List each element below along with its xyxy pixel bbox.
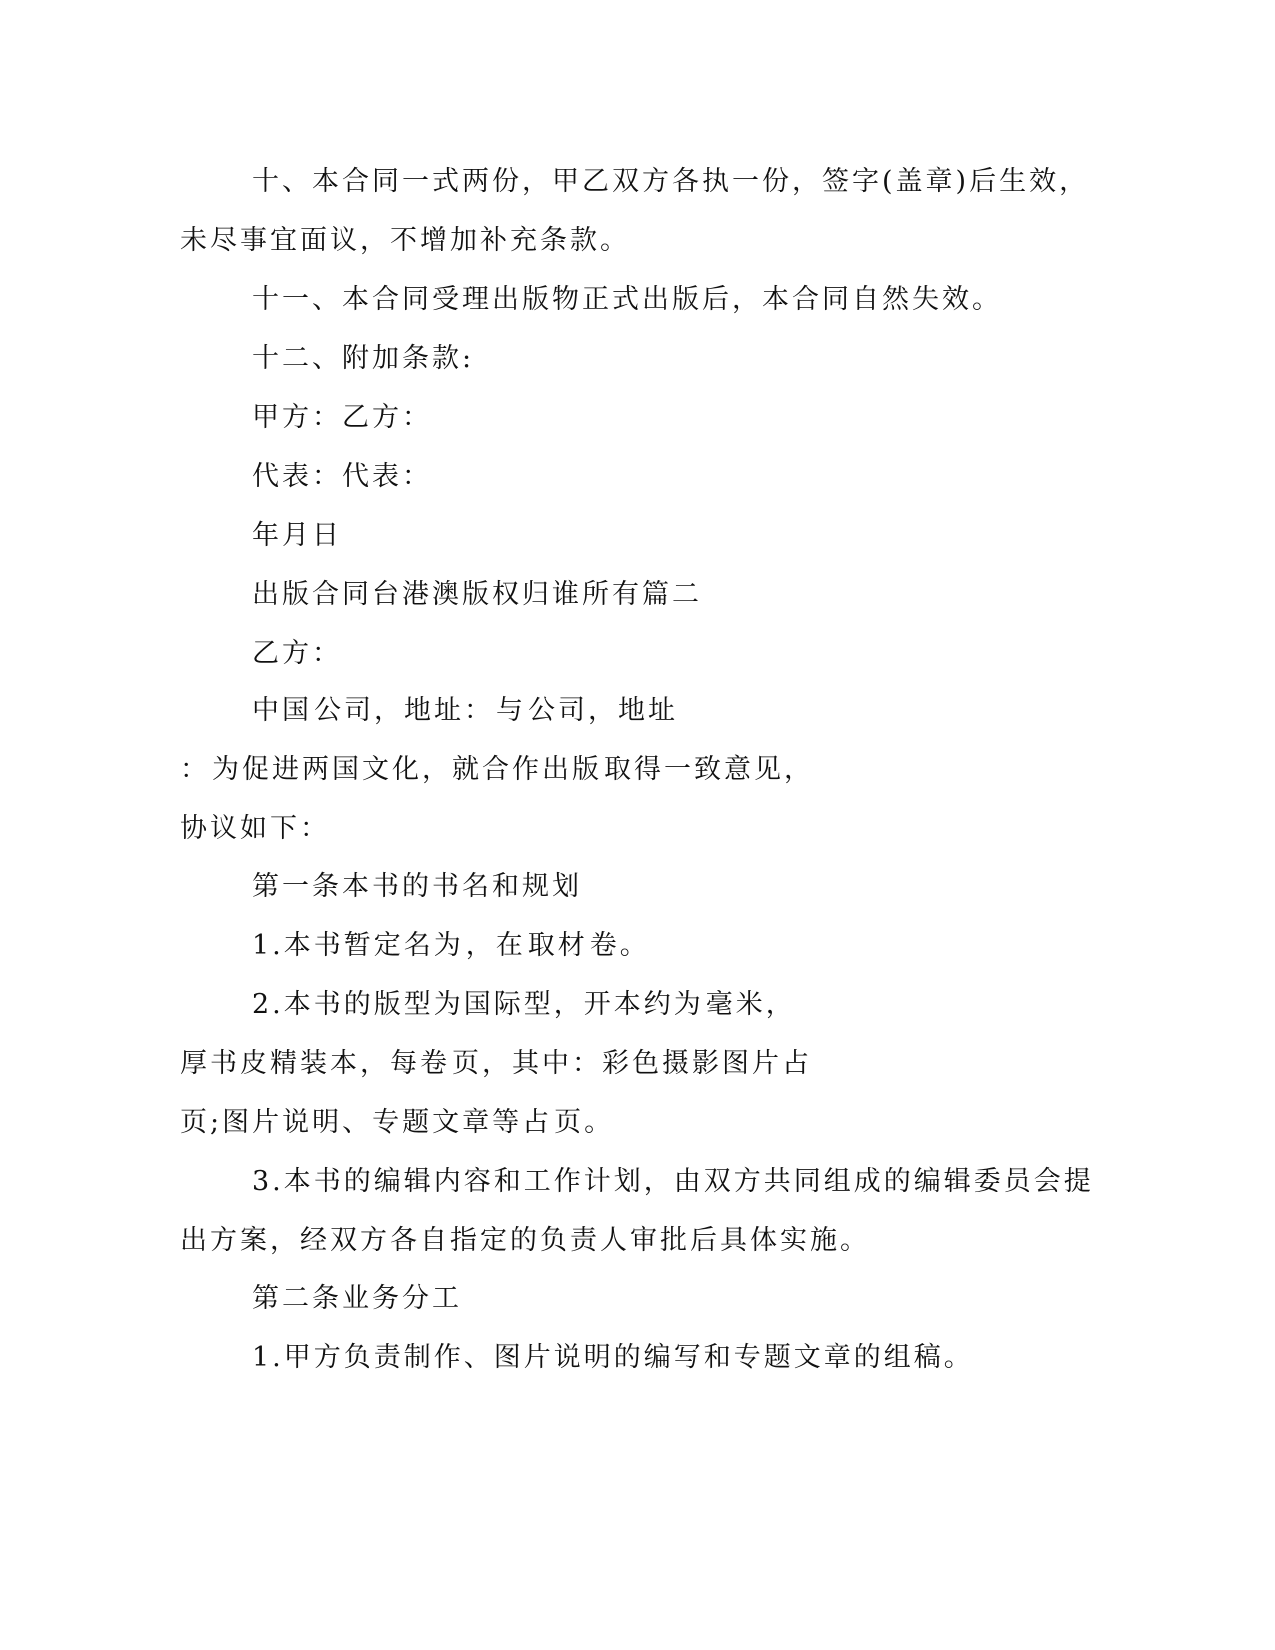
text: 出版合同台港澳版权归谁所有篇二 bbox=[252, 579, 702, 610]
text: 页。 bbox=[554, 1107, 615, 1138]
text: 出方案，经双方各自指定的负责人审批后具体实施。 bbox=[180, 1225, 870, 1256]
text: 1.甲方负责制作、图片说明的编写和专题文章的组稿。 bbox=[252, 1342, 974, 1373]
text: 十二、附加条款: bbox=[252, 343, 475, 374]
intro-line-2 bbox=[180, 750, 1275, 790]
intro-line-1 bbox=[252, 691, 1275, 731]
text: 页，其中：彩色摄影图片占 bbox=[452, 1048, 812, 1079]
text: 代表：代表： bbox=[252, 461, 432, 492]
clause-10-line-2 bbox=[180, 221, 1275, 261]
clause-12 bbox=[252, 339, 1275, 379]
text: 取材 bbox=[527, 930, 588, 961]
article-1-item-2-line-1 bbox=[252, 985, 1275, 1025]
text: 年月日 bbox=[252, 520, 342, 551]
text: 第二条业务分工 bbox=[252, 1283, 462, 1314]
text: 毫米， bbox=[705, 989, 796, 1020]
article-2-item-1 bbox=[252, 1338, 1275, 1378]
text: 乙方： bbox=[252, 638, 342, 669]
text: 中国 bbox=[252, 695, 312, 726]
text: 十一、本合同受理出版物正式出版后，本合同自然失效。 bbox=[252, 284, 1002, 315]
text: 1.本书暂定名为 bbox=[252, 930, 464, 961]
article-2-heading bbox=[252, 1279, 1275, 1319]
text: 十、本合同一式两份，甲乙双方各执一份，签字(盖章)后生效， bbox=[252, 166, 1090, 197]
party-b-line bbox=[252, 634, 1275, 674]
text: 与 bbox=[496, 695, 526, 726]
text: 为促进两国文化，就合作出版 bbox=[212, 754, 602, 785]
text: 协议如下： bbox=[180, 813, 330, 844]
intro-line-3 bbox=[180, 809, 1275, 849]
clause-10-line-1 bbox=[252, 162, 1275, 202]
text: 卷。 bbox=[589, 930, 650, 961]
text: 厚书皮精装本，每卷 bbox=[180, 1048, 450, 1079]
article-1-item-2-line-3 bbox=[180, 1103, 1275, 1143]
article-1-item-3-line-1 bbox=[252, 1162, 1275, 1202]
section-title bbox=[252, 575, 1275, 615]
text: 未尽事宜面议，不增加补充条款。 bbox=[180, 225, 630, 256]
text: 页;图片说明、专题文章等占 bbox=[180, 1107, 553, 1138]
article-1-item-2-line-2 bbox=[180, 1044, 1275, 1084]
text: 甲方：乙方： bbox=[252, 402, 432, 433]
text: ： bbox=[180, 754, 210, 785]
clause-11 bbox=[252, 280, 1275, 320]
text: 2.本书的版型为国际型，开本约为 bbox=[252, 989, 704, 1020]
date-line bbox=[252, 516, 1275, 556]
text: 公司，地址： bbox=[314, 695, 494, 726]
party-line bbox=[252, 398, 1275, 438]
text: 取得一致意见， bbox=[604, 754, 814, 785]
text: 公司，地址 bbox=[528, 695, 678, 726]
article-1-item-1 bbox=[252, 926, 1275, 966]
text: 3.本书的编辑内容和工作计划，由双方共同组成的编辑委员会提 bbox=[252, 1166, 1094, 1197]
article-1-item-3-line-2 bbox=[180, 1221, 1275, 1261]
text: 第一条本书的书名和规划 bbox=[252, 871, 582, 902]
representative-line bbox=[252, 457, 1275, 497]
text: ，在 bbox=[465, 930, 526, 961]
article-1-heading bbox=[252, 867, 1275, 907]
